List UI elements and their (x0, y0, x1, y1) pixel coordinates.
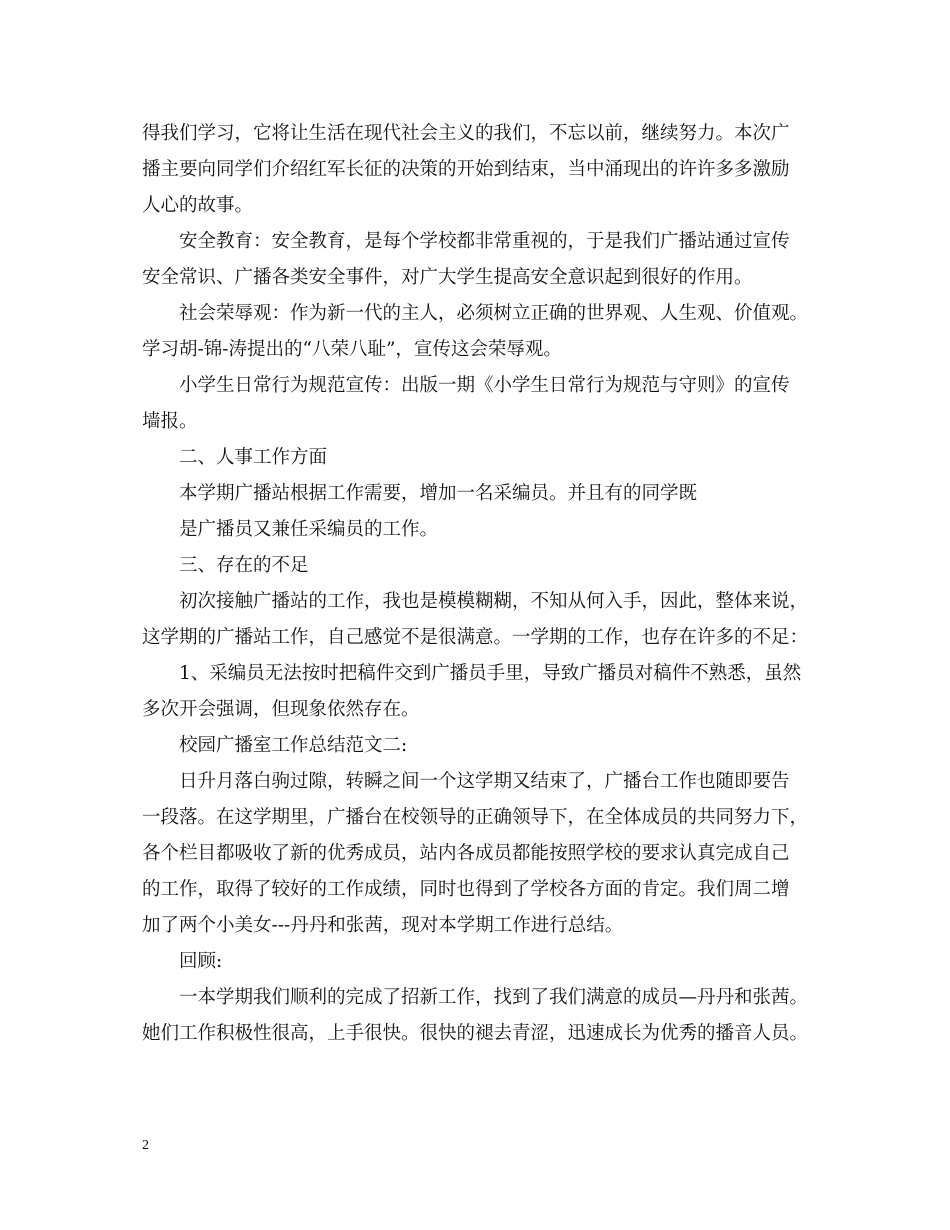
text-line-15: 这学期的广播站工作，自己感觉不是很满意。一学期的工作，也存在许多的不足： (142, 627, 809, 648)
text-line-19: 日升月落白驹过隙，转瞬之间一个这学期又结束了，广播台工作也随即要告 (179, 771, 790, 792)
text-line-7: 学习胡-锦-涛提出的“八荣八耻”，宣传这会荣辱观。 (142, 339, 562, 360)
text-line-16: 1、采编员无法按时把稿件交到广播员手里，导致广播员对稿件不熟悉，虽然 (179, 663, 802, 684)
text-line-26: 她们工作积极性很高，上手很快。很快的褪去青涩，迅速成长为优秀的播音人员。 (142, 1023, 809, 1044)
text-line-14: 初次接触广播站的工作，我也是模模糊糊，不知从何入手，因此，整体来说， (179, 591, 809, 612)
text-line-12: 是广播员又兼任采编员的工作。 (179, 519, 439, 540)
page-number: 2 (142, 1138, 149, 1153)
text-line-17: 多次开会强调，但现象依然存在。 (142, 699, 420, 720)
text-line-2: 播主要向同学们介绍红军长征的决策的开始到结束，当中涌现出的许许多多激励 (142, 159, 790, 180)
text-line-11: 本学期广播站根据工作需要，增加一名采编员。并且有的同学既 (179, 483, 698, 504)
section-heading-shortcomings: 三、存在的不足 (179, 555, 309, 576)
section-heading-sample-two: 校园广播室工作总结范文二: (179, 735, 408, 756)
section-heading-personnel: 二、人事工作方面 (179, 447, 328, 468)
text-line-3: 人心的故事。 (142, 195, 254, 216)
text-line-9: 墙报。 (142, 411, 198, 432)
text-line-22: 的工作，取得了较好的工作成绩，同时也得到了学校各方面的肯定。我们周二增 (142, 879, 790, 900)
text-line-23: 加了两个小美女---丹丹和张茜，现对本学期工作进行总结。 (142, 915, 624, 936)
text-line-21: 各个栏目都吸收了新的优秀成员，站内各成员都能按照学校的要求认真完成自己 (142, 843, 790, 864)
document-body (142, 116, 808, 1052)
text-line-5: 安全常识、广播各类安全事件，对广大学生提高安全意识起到很好的作用。 (142, 267, 753, 288)
text-line-6: 社会荣辱观：作为新一代的主人，必须树立正确的世界观、人生观、价值观。 (179, 303, 809, 324)
text-line-4: 安全教育：安全教育，是每个学校都非常重视的，于是我们广播站通过宣传 (179, 231, 790, 252)
text-line-8: 小学生日常行为规范宣传：出版一期《小学生日常行为规范与守则》的宣传 (179, 375, 790, 396)
text-line-25: 一本学期我们顺利的完成了招新工作，找到了我们满意的成员—丹丹和张茜。 (179, 987, 809, 1008)
text-line-20: 一段落。在这学期里，广播台在校领导的正确领导下，在全体成员的共同努力下， (142, 807, 809, 828)
section-heading-review: 回顾: (179, 951, 223, 972)
text-line-1: 得我们学习，它将让生活在现代社会主义的我们，不忘以前，继续努力。本次广 (142, 123, 790, 144)
